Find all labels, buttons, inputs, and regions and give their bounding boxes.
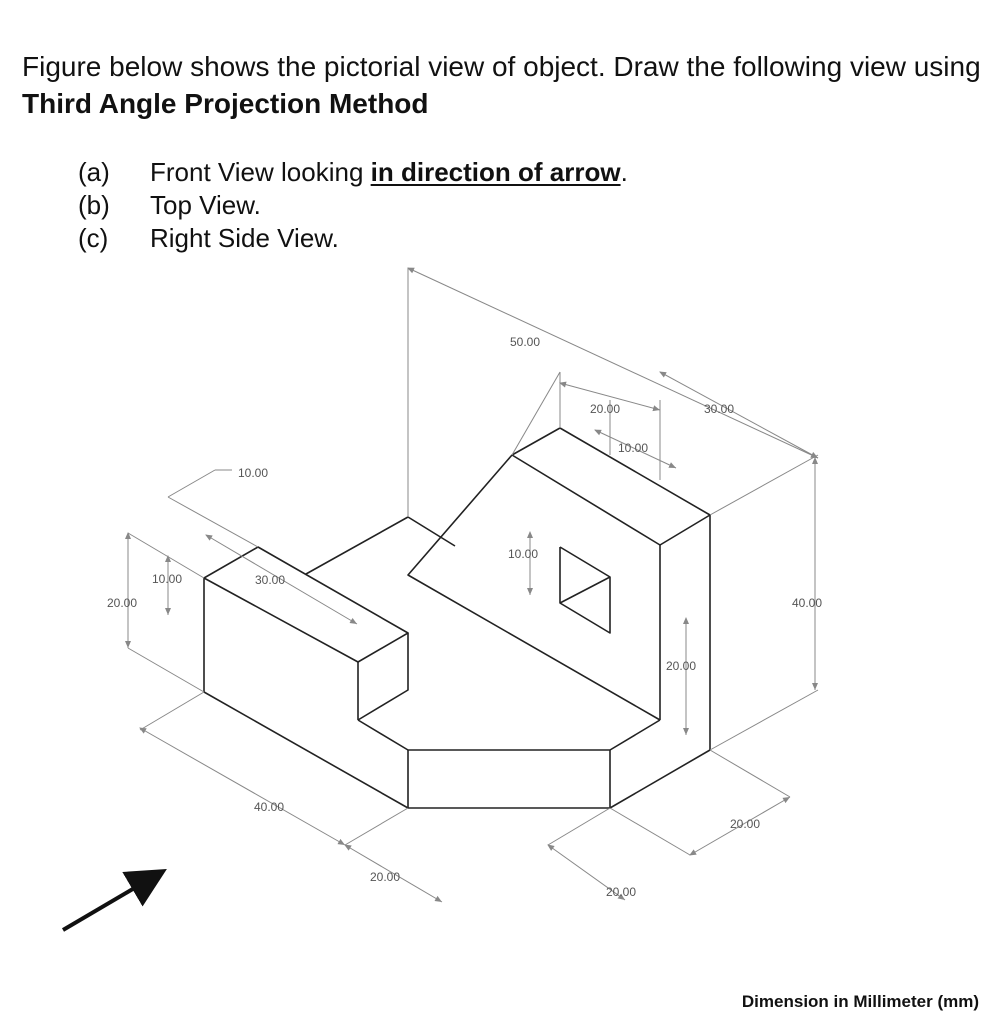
dim-label: 20.00	[590, 402, 621, 416]
task-emphasis: in direction of arrow	[370, 157, 621, 187]
task-label: (b)	[78, 190, 110, 220]
object-outline	[204, 428, 710, 808]
task-label: (c)	[78, 223, 109, 253]
dim-label: 20.00	[107, 596, 138, 610]
units-note: Dimension in Millimeter (mm)	[741, 992, 979, 1011]
dim-label: 30.00	[704, 402, 735, 416]
dimension-labels	[107, 335, 822, 899]
dim-label: 30.00	[255, 573, 286, 587]
dim-label: 10.00	[508, 547, 539, 561]
dim-label: 40.00	[792, 596, 823, 610]
dimension-lines	[128, 268, 818, 902]
intro-bold: Third Angle Projection Method	[22, 88, 429, 119]
intro-text: Figure below shows the pictorial view of object. Draw the following view using	[22, 51, 981, 82]
view-direction-arrow-icon	[63, 873, 160, 930]
task-label: (a)	[78, 157, 110, 187]
dim-label: 10.00	[152, 572, 183, 586]
task-text: Front View looking	[150, 157, 371, 187]
dim-label: 20.00	[666, 659, 697, 673]
dim-label: 20.00	[730, 817, 761, 831]
dim-label: 50.00	[510, 335, 541, 349]
dim-label: 20.00	[370, 870, 401, 884]
dim-label: 40.00	[254, 800, 285, 814]
task-text: Top View.	[150, 190, 261, 220]
dim-label: 20.00	[606, 885, 637, 899]
dim-label: 10.00	[618, 441, 649, 455]
task-text: Right Side View.	[150, 223, 339, 253]
dim-label: 10.00	[238, 466, 269, 480]
task-suffix: .	[620, 157, 628, 187]
